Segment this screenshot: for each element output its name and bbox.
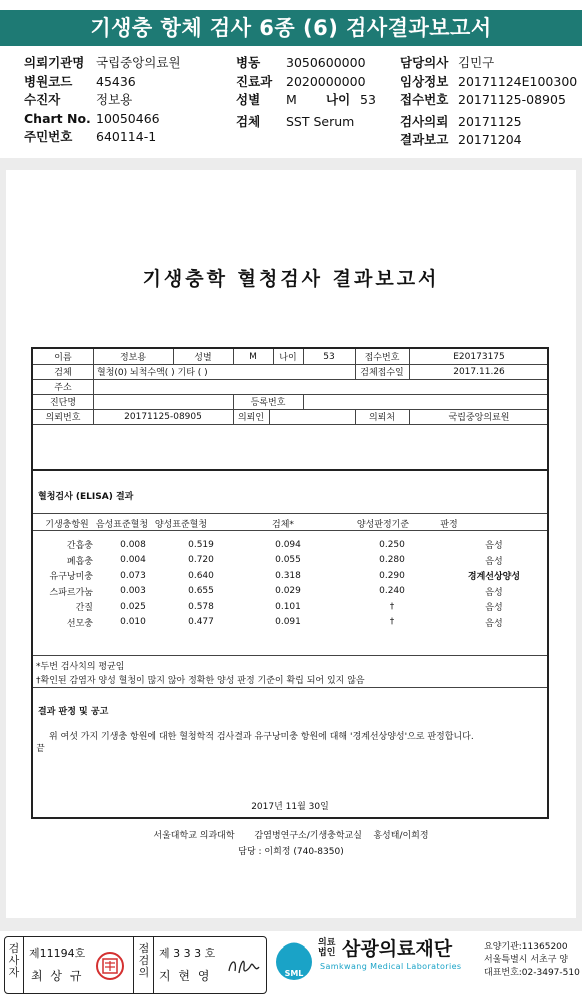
- inspector-label: 검사자: [8, 942, 20, 979]
- col-header: 기생충항원: [45, 519, 89, 530]
- parasite-name: 폐흡충: [66, 556, 93, 567]
- org-english-name: Samkwang Medical Laboratories: [320, 962, 462, 971]
- age-label: 나이: [326, 92, 351, 107]
- seal-stamp-icon: [95, 951, 125, 981]
- affiliation: 서울대학교 의과대학 감염병연구소/기생충학교실 홍성태/이희정: [153, 831, 429, 841]
- header-value: 10050466: [96, 110, 160, 126]
- header-label: 검체: [236, 113, 261, 129]
- section-divider: [33, 513, 547, 514]
- specimen-value: 0.094: [275, 539, 301, 550]
- org-info-1: 요양기관:11365200: [484, 942, 568, 952]
- logo-badge-text: SML: [284, 969, 304, 978]
- request-no-value: 20171125-08905: [124, 411, 202, 422]
- header-value: 2020000000: [286, 73, 366, 89]
- header-value: 20171204: [458, 132, 522, 147]
- registration-label: 등록번호: [250, 398, 286, 408]
- header-label: 임상정보: [400, 73, 449, 89]
- table-row: [33, 599, 547, 615]
- header-value: 20171124E100300: [458, 73, 578, 89]
- scanned-report-page: [6, 170, 576, 918]
- org-prefix: [318, 938, 335, 958]
- header-label: 결과보고: [400, 132, 449, 147]
- header-label: 병원코드: [24, 73, 73, 89]
- header-value: M: [286, 92, 297, 107]
- table-row: [33, 537, 547, 553]
- negative-value: 0.010: [120, 617, 146, 628]
- table-row: [33, 584, 547, 600]
- elisa-section-title: 혈청검사 (ELISA) 결과: [38, 492, 134, 502]
- negative-value: 0.073: [120, 570, 146, 581]
- negative-value: 0.003: [120, 586, 146, 597]
- section-divider: [33, 687, 547, 688]
- header-label: 검사의뢰: [400, 113, 449, 129]
- col-header: 음성표준혈청: [95, 519, 149, 530]
- col-header: 검체*: [272, 519, 294, 530]
- report-date: 2017년 11월 30일: [251, 802, 329, 812]
- signature-icon: [225, 953, 261, 979]
- header-value: 정보용: [96, 92, 133, 107]
- form-row-request: [33, 409, 547, 425]
- inspector-license: 제11194호: [29, 947, 86, 960]
- header-col-2: [236, 54, 376, 131]
- form-row-diagnosis: [33, 394, 547, 410]
- specimen-value: 0.055: [275, 555, 301, 566]
- table-row: [33, 615, 547, 631]
- section-divider: [33, 655, 547, 656]
- col-header: 양성표준혈청: [154, 519, 208, 530]
- section-divider: [33, 469, 547, 471]
- form-row-specimen: [33, 364, 547, 380]
- report-title: 기생충 항체 검사 6종 (6) 검사결과보고서: [0, 10, 582, 46]
- form-row-address: [33, 379, 547, 395]
- header-value: 45436: [96, 73, 136, 89]
- address-label: 주소: [54, 383, 72, 393]
- age-value: 53: [323, 351, 335, 362]
- request-place-label: 의뢰처: [368, 413, 396, 423]
- specimen-value: 0.101: [275, 601, 301, 612]
- footnote-2: †확인된 감염자 양성 혈청이 많지 않아 정확한 양성 판정 기준이 확립 되어 있지 않음: [36, 676, 365, 686]
- header-label: 주민번호: [24, 129, 73, 144]
- col-header: 판정: [440, 519, 458, 530]
- specimen-value: 0.029: [275, 586, 301, 597]
- org-prefix-2: 법인: [318, 948, 336, 958]
- reviewer-label: 점검의: [138, 942, 150, 979]
- results-header: [33, 516, 547, 530]
- header-label: 진료과: [236, 73, 273, 89]
- reviewer-license: 제 3 3 3 호: [159, 947, 216, 960]
- diagnosis-label: 진단명: [49, 398, 77, 408]
- table-row: [33, 553, 547, 569]
- header-label: 담당의사: [400, 55, 449, 70]
- request-place-value: 국립중앙의료원: [448, 413, 510, 423]
- results-table: [33, 537, 547, 630]
- signature-box: [4, 936, 267, 994]
- name-value: 정보용: [119, 353, 147, 363]
- age-value: 53: [360, 92, 376, 107]
- section-divider: [33, 530, 547, 531]
- header-value: 20171125: [458, 113, 522, 129]
- specimen-value: 혈청(0) 뇌척수액( ) 기타 ( ): [97, 368, 208, 378]
- requester-label: 의뢰인: [237, 413, 265, 423]
- header-label: 수진자: [24, 92, 61, 107]
- receipt-value: E20173175: [453, 351, 505, 362]
- positive-value: 0.477: [188, 617, 214, 628]
- negative-value: 0.025: [120, 601, 146, 612]
- cutoff-value: 0.290: [379, 570, 405, 581]
- header-value: 3050600000: [286, 55, 366, 70]
- cutoff-value: †: [389, 601, 395, 612]
- age-label: 나이: [279, 353, 297, 363]
- conclusion-title: 결과 판정 및 공고: [38, 707, 109, 717]
- org-name: 삼광의료재단: [342, 938, 453, 960]
- negative-value: 0.008: [120, 539, 146, 550]
- footer: [0, 932, 582, 1000]
- header-label: 접수번호: [400, 92, 449, 107]
- cutoff-value: 0.250: [379, 539, 405, 550]
- receipt-label: 접수번호: [364, 353, 400, 363]
- org-prefix-1: 의료: [318, 938, 336, 948]
- positive-value: 0.655: [188, 586, 214, 597]
- positive-value: 0.640: [188, 570, 214, 581]
- request-no-label: 의뢰번호: [45, 413, 81, 423]
- specimen-date-label: 검체접수일: [360, 368, 404, 378]
- specimen-value: 0.318: [275, 570, 301, 581]
- parasite-name: 스파르가눔: [49, 587, 93, 598]
- judgment: 음성: [485, 603, 503, 614]
- positive-value: 0.578: [188, 601, 214, 612]
- inspector-name: 최 상 규: [31, 969, 84, 983]
- positive-value: 0.519: [188, 539, 214, 550]
- header-label: Chart No.: [24, 110, 91, 126]
- header-value: 640114-1: [96, 129, 157, 144]
- header-label: 의뢰기관명: [24, 55, 85, 70]
- parasite-name: 간흡충: [66, 541, 93, 552]
- header-value: SST Serum: [286, 113, 355, 129]
- contact: 담당 : 이희정 (740-8350): [238, 847, 344, 857]
- judgment: 음성: [485, 556, 503, 567]
- footnote-1: *두번 검사치의 평균임: [36, 662, 125, 672]
- cutoff-value: 0.240: [379, 586, 405, 597]
- header-col-1: [24, 54, 181, 147]
- sex-label: 성별: [194, 353, 212, 363]
- specimen-label: 검체: [54, 368, 72, 378]
- judgment: 음성: [485, 541, 503, 552]
- header-label: 병동: [236, 55, 261, 70]
- name-label: 이름: [54, 353, 72, 363]
- judgment: 경계선상양성: [467, 572, 521, 583]
- reviewer-name: 지 현 영: [159, 969, 212, 983]
- parasite-name: 간질: [75, 603, 93, 614]
- negative-value: 0.004: [120, 555, 146, 566]
- org-info-3: 대표번호:02-3497-510: [484, 968, 580, 978]
- specimen-date-value: 2017.11.26: [453, 366, 505, 377]
- positive-value: 0.720: [188, 555, 214, 566]
- judgment: 음성: [485, 587, 503, 598]
- sex-value: M: [249, 351, 257, 362]
- header-label: 성별: [236, 92, 261, 107]
- header-value: 국립중앙의료원: [96, 55, 181, 70]
- judgment: 음성: [485, 618, 503, 629]
- table-row: [33, 568, 547, 584]
- col-header: 양성판정기준: [356, 519, 410, 530]
- cutoff-value: 0.280: [379, 555, 405, 566]
- conclusion-text: 위 여섯 가지 기생충 항원에 대한 혈청학적 검사결과 유구낭미충 항원에 대해 '경계선상양성'으로 판정합니다.: [49, 732, 474, 742]
- parasite-name: 유구낭미충: [49, 572, 93, 583]
- sml-logo-icon: [272, 938, 316, 986]
- header-col-3: [400, 54, 577, 150]
- form-row-patient: [33, 349, 547, 365]
- parasite-name: 선모충: [66, 618, 93, 629]
- report-form: [31, 347, 549, 819]
- header-value: 20171125-08905: [458, 92, 566, 107]
- conclusion-end: 끝: [36, 744, 45, 754]
- report-document-title: 기생충학 혈청검사 결과보고서: [142, 268, 440, 290]
- specimen-value: 0.091: [275, 617, 301, 628]
- org-info-2: 서울특별시 서초구 양: [484, 955, 568, 965]
- header-value: 김민구: [458, 55, 495, 70]
- cutoff-value: †: [389, 617, 395, 628]
